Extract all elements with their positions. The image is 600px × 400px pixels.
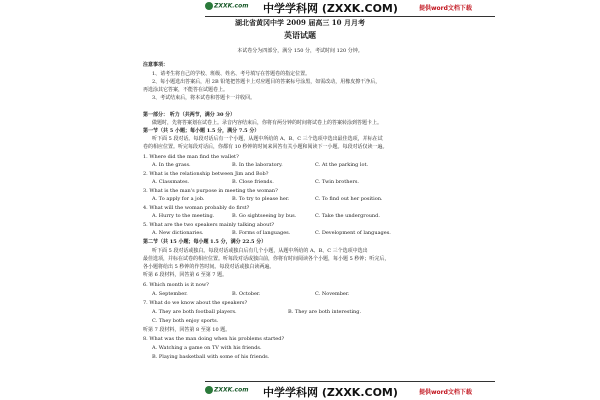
site-footer [205, 384, 495, 400]
note-item: 再选涂其它答案，不能答在试题卷上。 [143, 87, 229, 93]
option-c: C. Development of languages. [315, 230, 391, 236]
part1-instruction: 做题时，先将答案划在试卷上。录音内容结束后，你将有两分钟的时间将试卷上的答案转涂到答题卡上。 [152, 120, 383, 126]
option-b: B. To try to please her. [232, 196, 290, 202]
exam-title: 湖北省黄冈中学 2009 届高三 10 月月考 [235, 18, 365, 27]
question: 3. What is the man's purpose in meeting the woman? [143, 188, 278, 194]
download-link[interactable]: 提供word文档下载 [419, 389, 472, 396]
logo-text: ZXXK.com [214, 386, 249, 394]
option-a: A. Hurry to the meeting. [152, 213, 215, 219]
question: 4. What will the woman probably do first? [143, 205, 250, 211]
part1-heading: 第一部分： 听力（共两节，满分 30 分） [143, 112, 236, 118]
question: 5. What are the two speakers mainly talking about? [143, 222, 275, 228]
option-a: A. Classmates. [152, 179, 190, 185]
question: 7. What do we know about the speakers? [143, 300, 248, 306]
option-c: C. Take the underground. [315, 213, 380, 219]
option-c: C. November. [315, 291, 350, 297]
option-b: B. Close friends. [232, 179, 274, 185]
option-c: C. To find out her position. [315, 196, 383, 202]
dialogue-intro: 听第 6 段材料，回答第 6 至第 7 题。 [143, 272, 228, 278]
logo-icon [205, 2, 213, 10]
option-a: A. They are both football players. [152, 309, 237, 315]
site-header [205, 0, 495, 16]
section1-instruction: 听下面 5 段对话。每段对话后有一个小题，从题中所给的 A、B、C 三个选项中选出最佳选项，并标在试 [152, 136, 383, 142]
footer-banner [205, 384, 495, 400]
section2-instruction: 最佳选项，并标在试卷的相应位置。听每段对话或独白前，你将有时间阅读各个小题，每小题 5 秒钟；听完后， [143, 256, 390, 262]
option-c: C. Twin brothers. [315, 179, 360, 185]
option-c: C. At the parking lot. [315, 162, 369, 168]
site-brand[interactable]: 中学学科网 (ZXXK.COM) [263, 2, 398, 15]
option-a: A. In the grass. [152, 162, 191, 168]
question: 1. Where did the man find the wallet? [143, 154, 239, 160]
option-b: B. In the laboratory. [232, 162, 283, 168]
question: 6. Which month is it now? [143, 282, 209, 288]
logo-text: ZXXK.com [214, 2, 249, 10]
section1-instruction: 卷的相应位置。听完每段对话后，你都有 10 秒钟的时间来回答有关小题和阅读下一小题。每段对话仅读一遍。 [143, 144, 388, 150]
option-b: B. Go sightseeing by bus. [232, 213, 297, 219]
option-b: B. Forms of languages. [232, 230, 291, 236]
question: 8. What was the man doing when his problems started? [143, 336, 285, 342]
site-logo[interactable] [205, 2, 248, 10]
note-item: 1、请考生将自己的学校、班级、姓名、考号填写在答题卷的指定位置。 [152, 71, 311, 77]
download-link[interactable]: 提供word文档下载 [419, 5, 472, 12]
exam-subject: 英语试题 [284, 30, 316, 40]
option-a: A. September. [152, 291, 188, 297]
option-c: C. They both enjoy sports. [152, 318, 219, 324]
option-b: B. Playing basketball with some of his friends. [152, 354, 270, 360]
site-brand[interactable]: 中学学科网 (ZXXK.COM) [263, 386, 398, 399]
note-item: 3、考试结束后，将本试卷和答题卡一并收回。 [152, 95, 256, 101]
header-divider [205, 16, 495, 17]
exam-info: 本试卷分为四部分，满分 150 分，考试时间 120 分钟。 [237, 48, 363, 54]
option-a: A. New dictionaries. [152, 230, 204, 236]
note-item: 2、每小题选出答案后，用 2B 铅笔把答题卡上对应题目的答案标号涂黑，如需改动，用橡皮擦干净后， [152, 79, 381, 85]
question: 2. What is the relationship between Jim and Bob? [143, 171, 269, 177]
section2-instruction: 听下面 5 段对话或独白。每段对话或独白后有几个小题，从题中所给的 A、B、C 三个选项中选出 [152, 248, 368, 254]
option-b: B. They are both interesting. [288, 309, 362, 315]
option-a: A. Watching a game on TV with his friends. [152, 345, 262, 351]
dialogue-intro: 听第 7 段材料，回答第 8 至第 10 题。 [143, 327, 231, 333]
notes-heading: 注意事项： [143, 62, 169, 68]
section1-heading: 第一节（共 5 小题；每小题 1.5 分，满分 7.5 分） [143, 128, 260, 134]
logo-icon [205, 386, 213, 394]
option-b: B. October. [232, 291, 261, 297]
section2-heading: 第二节（共 15 小题；每小题 1.5 分，满分 22.5 分） [143, 239, 267, 245]
footer-divider [205, 381, 495, 382]
option-a: A. To apply for a job. [152, 196, 205, 202]
site-logo[interactable] [205, 386, 248, 394]
section2-instruction: 各小题将给出 5 秒钟的作答时间。每段对话或独白读两遍。 [143, 264, 275, 270]
